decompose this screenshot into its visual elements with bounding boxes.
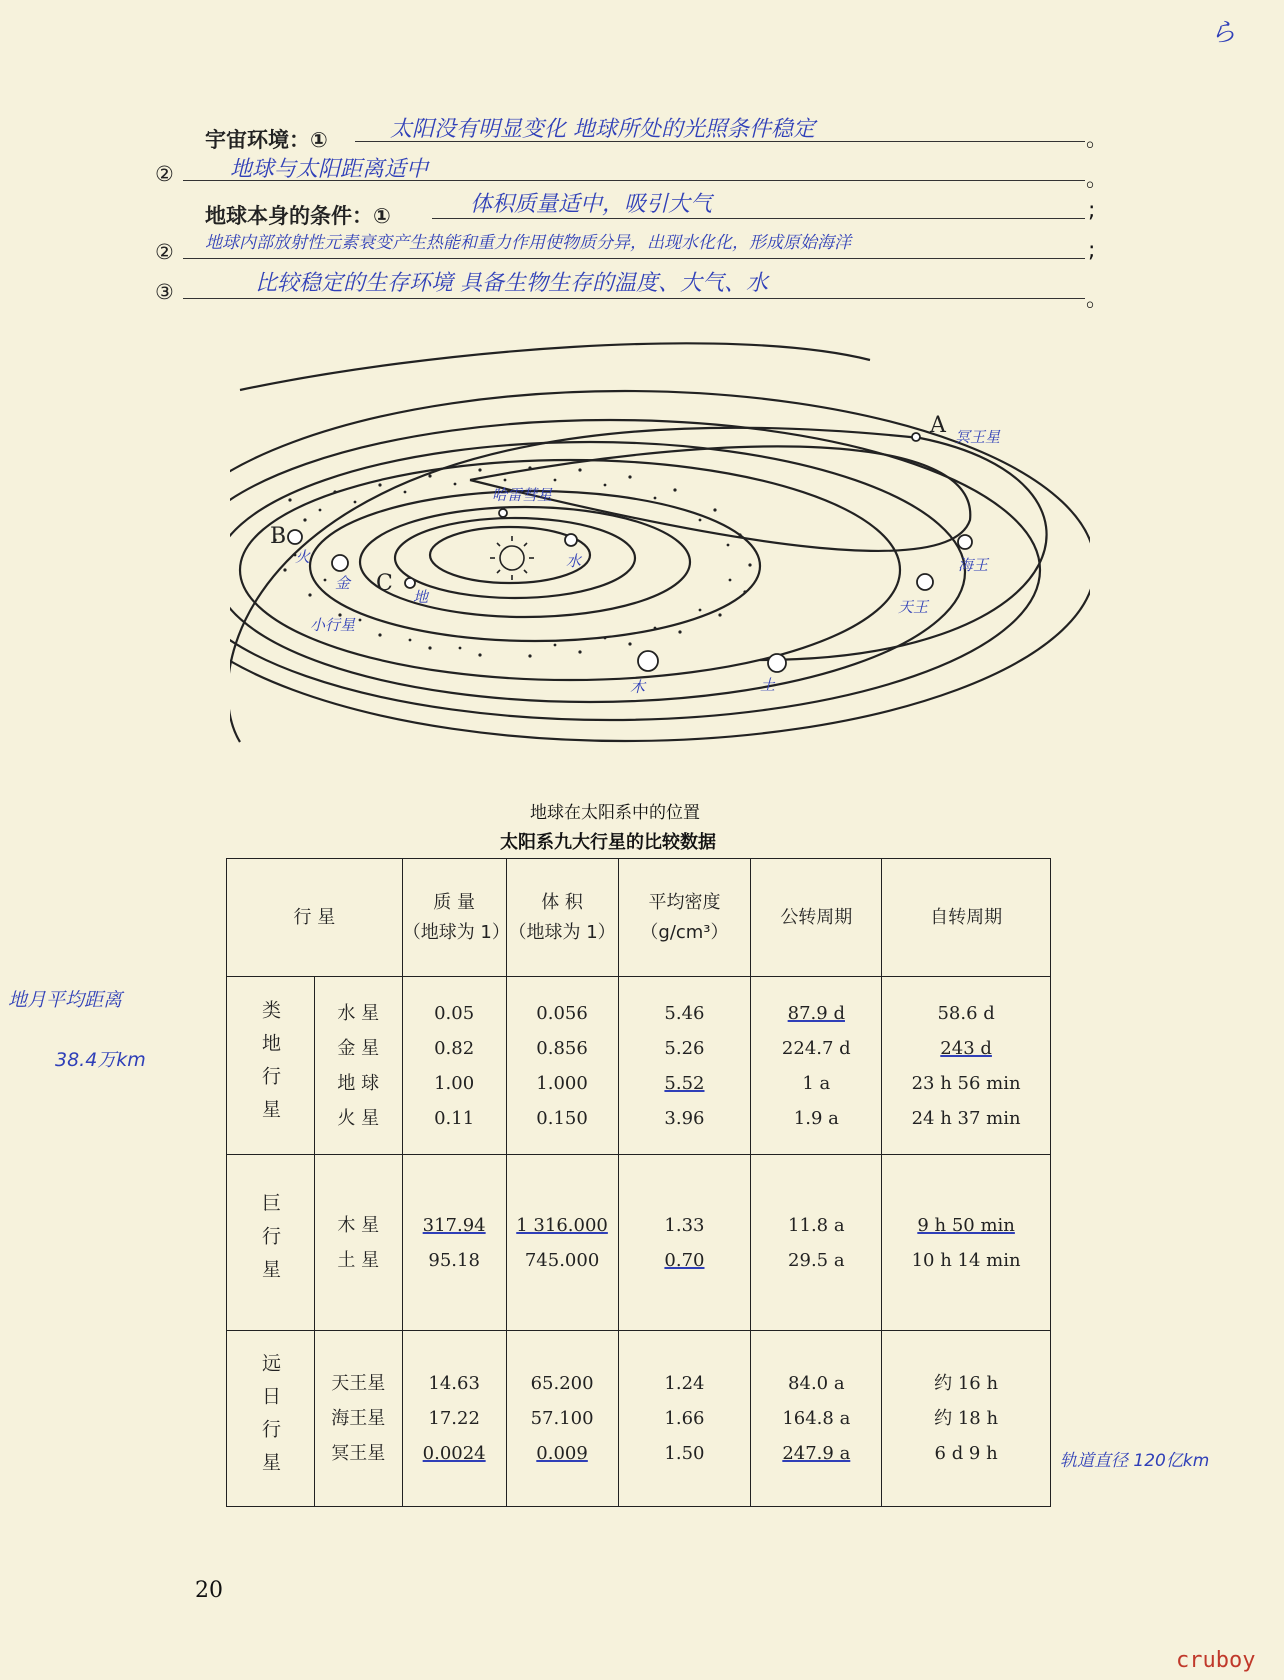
earth-cond-num-2: ② bbox=[155, 240, 174, 264]
note-jupiter: 木 bbox=[630, 678, 646, 696]
volume-values: 1 316.000 745.000 bbox=[506, 1155, 618, 1331]
cosmic-env-label: 宇宙环境：① bbox=[205, 128, 328, 152]
group-name: 类地行星 bbox=[227, 977, 315, 1155]
rotation-values: 9 h 50 min 10 h 14 min bbox=[882, 1155, 1051, 1331]
rotation-values: 58.6 d 243 d 23 h 56 min 24 h 37 min bbox=[882, 977, 1051, 1155]
corner-mark: ら bbox=[1210, 18, 1237, 48]
note-pluto: 冥王星 bbox=[955, 428, 1001, 446]
semicolon-mark: ; bbox=[1088, 198, 1096, 223]
semicolon-mark: ; bbox=[1088, 238, 1096, 263]
table-header-row bbox=[227, 859, 1051, 977]
watermark: cruboy bbox=[1176, 1648, 1256, 1673]
header-density: 平均密度 （g/cm³） bbox=[618, 859, 751, 977]
label-c: C bbox=[376, 571, 393, 596]
density-values: 1.33 0.70 bbox=[618, 1155, 751, 1331]
note-saturn: 土 bbox=[760, 676, 776, 694]
margin-note-left-title: 地月平均距离 bbox=[8, 989, 123, 1011]
earth-cond-answer-3[interactable]: 比较稳定的生存环境 具备生物生存的温度、大气、水 bbox=[255, 271, 768, 296]
mass-values: 14.63 17.22 0.0024 bbox=[402, 1331, 506, 1507]
note-neptune: 海王 bbox=[958, 556, 989, 574]
revolution-values: 84.0 a 164.8 a 247.9 a bbox=[751, 1331, 882, 1507]
diagram-caption: 地球在太阳系中的位置 bbox=[530, 803, 700, 823]
note-mercury: 水 bbox=[566, 552, 582, 570]
revolution-values: 87.9 d 224.7 d 1 a 1.9 a bbox=[751, 977, 882, 1155]
group-outer bbox=[227, 1331, 1051, 1507]
earth-cond-answer-2[interactable]: 地球内部放射性元素衰变产生热能和重力作用使物质分异，出现水化化，形成原始海洋 bbox=[205, 233, 851, 253]
density-values: 1.24 1.66 1.50 bbox=[618, 1331, 751, 1507]
note-uranus: 天王 bbox=[898, 598, 929, 616]
cosmic-env-answer-1[interactable]: 太阳没有明显变化 地球所处的光照条件稳定 bbox=[390, 117, 815, 142]
volume-values: 0.056 0.856 1.000 0.150 bbox=[506, 977, 618, 1155]
mass-values: 317.94 95.18 bbox=[402, 1155, 506, 1331]
header-rotation: 自转周期 bbox=[882, 859, 1051, 977]
period-mark: 。 bbox=[1086, 287, 1109, 312]
table-title: 太阳系九大行星的比较数据 bbox=[500, 832, 716, 853]
answer-line bbox=[432, 218, 1085, 219]
header-volume: 体 积 （地球为 1） bbox=[506, 859, 618, 977]
planet-names: 天王星 海王星 冥王星 bbox=[314, 1331, 402, 1507]
group-giant bbox=[227, 1155, 1051, 1331]
margin-note-right: 轨道直径 120亿km bbox=[1060, 1451, 1210, 1471]
header-revolution: 公转周期 bbox=[751, 859, 882, 977]
earth-cond-answer-1[interactable]: 体积质量适中，吸引大气 bbox=[470, 192, 713, 217]
sun-icon bbox=[490, 536, 534, 580]
group-name: 远日行星 bbox=[227, 1331, 315, 1507]
answer-line bbox=[183, 258, 1085, 259]
header-mass: 质 量 （地球为 1） bbox=[402, 859, 506, 977]
solar-system-diagram bbox=[230, 330, 1090, 750]
label-b: B bbox=[270, 524, 287, 549]
note-venus: 金 bbox=[335, 574, 351, 592]
earth-cond-label: 地球本身的条件：① bbox=[205, 204, 391, 228]
page-number: 20 bbox=[195, 1578, 223, 1603]
period-mark: 。 bbox=[1086, 127, 1109, 152]
period-mark: 。 bbox=[1086, 167, 1109, 192]
note-earth: 地 bbox=[413, 588, 429, 606]
header-planet: 行 星 bbox=[227, 859, 403, 977]
revolution-values: 11.8 a 29.5 a bbox=[751, 1155, 882, 1331]
rotation-values: 约 16 h 约 18 h 6 d 9 h bbox=[882, 1331, 1051, 1507]
planet-names: 水 星 金 星 地 球 火 星 bbox=[314, 977, 402, 1155]
note-comet: 哈雷彗星 bbox=[492, 486, 553, 504]
planet-comparison-table bbox=[226, 858, 1051, 1507]
cosmic-env-num-2: ② bbox=[155, 162, 174, 186]
volume-values: 65.200 57.100 0.009 bbox=[506, 1331, 618, 1507]
density-values: 5.46 5.26 5.52 3.96 bbox=[618, 977, 751, 1155]
note-mars: 火 bbox=[295, 548, 311, 566]
mass-values: 0.05 0.82 1.00 0.11 bbox=[402, 977, 506, 1155]
planet-names: 木 星 土 星 bbox=[314, 1155, 402, 1331]
group-name: 巨行星 bbox=[227, 1155, 315, 1331]
cosmic-env-answer-2[interactable]: 地球与太阳距离适中 bbox=[230, 157, 429, 182]
group-terrestrial bbox=[227, 977, 1051, 1155]
label-a: A bbox=[930, 413, 946, 438]
note-asteroid: 小行星 bbox=[310, 616, 356, 634]
margin-note-left-value: 38.4万km bbox=[55, 1049, 146, 1071]
answer-line bbox=[183, 298, 1085, 299]
earth-cond-num-3: ③ bbox=[155, 280, 174, 304]
